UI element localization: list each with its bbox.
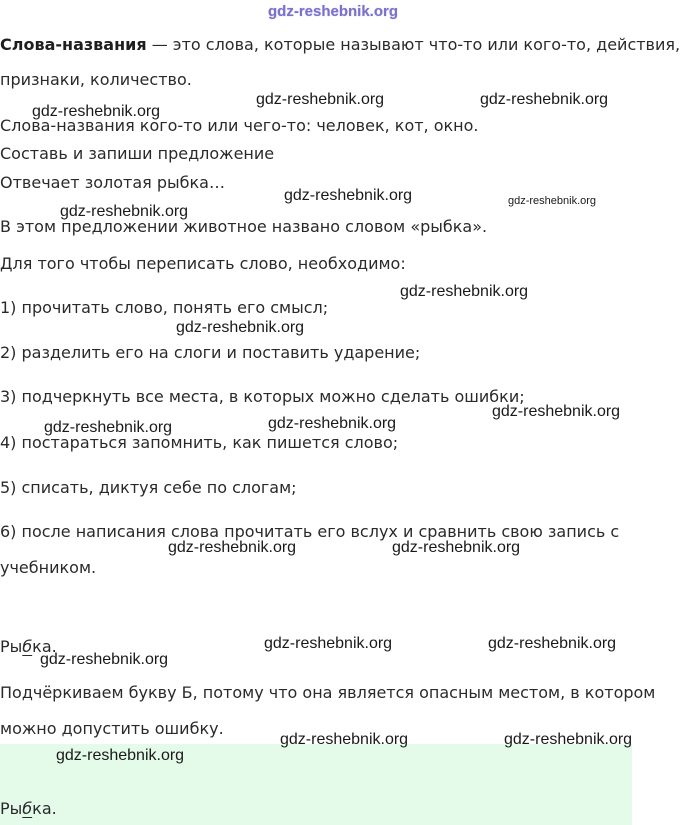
definition-line-1 [0,35,680,55]
step-5: 5) списать, диктуя себе по слогам; [0,478,297,497]
instructions-intro: Для того чтобы переписать слово, необходимо: [0,254,406,273]
watermark: gdz-reshebnik.org [400,283,529,300]
watermark: gdz-reshebnik.org [492,403,621,420]
explanation-line: В этом предложении животное названо словом «рыбка». [0,217,488,236]
word2-part-c: ка. [32,799,57,818]
watermark: gdz-reshebnik.org [168,539,297,556]
watermark: gdz-reshebnik.org [56,747,185,764]
watermark: gdz-reshebnik.org [508,195,597,207]
watermark: gdz-reshebnik.org [264,635,393,652]
step-6-continued: учебником. [0,558,97,577]
word-example-2 [0,799,57,819]
watermark: gdz-reshebnik.org [32,103,161,120]
watermark: gdz-reshebnik.org [176,319,305,336]
sentence-line: Отвечает золотая рыбка… [0,173,225,192]
watermark: gdz-reshebnik.org [44,419,173,436]
examples-line: Слова-названия кого-то или чего-то: человек, кот, окно. [0,116,479,135]
step-1: 1) прочитать слово, понять его смысл; [0,298,329,317]
word2-underlined-letter: б [22,799,33,818]
cut-off-line [0,144,280,166]
word1-part-c: ка. [32,637,57,656]
watermark-top: gdz-reshebnik.org [268,3,399,20]
watermark: gdz-reshebnik.org [280,731,409,748]
word2-part-a: Ры [0,799,23,818]
watermark: gdz-reshebnik.org [504,731,633,748]
step-6: 6) после написания слова прочитать его вслух и сравнить свою запись с [0,522,620,541]
reason-line-1: Подчёркиваем букву Б, потому что она является опасным местом, в котором [0,683,656,702]
watermark: gdz-reshebnik.org [268,415,397,432]
watermark: gdz-reshebnik.org [40,651,169,668]
watermark: gdz-reshebnik.org [480,91,609,108]
watermark: gdz-reshebnik.org [392,539,521,556]
watermark: gdz-reshebnik.org [256,91,385,108]
watermark: gdz-reshebnik.org [488,635,617,652]
step-4: 4) постараться запомнить, как пишется слово; [0,433,399,452]
step-2: 2) разделить его на слоги и поставить ударение; [0,343,421,362]
word1-underlined-letter: б [22,637,33,656]
watermark: gdz-reshebnik.org [60,203,189,220]
definition-text: — это слова, которые называют что-то или кого-то, действия, [146,35,680,54]
reason-line-2: можно допустить ошибку. [0,719,224,738]
step-3: 3) подчеркнуть все места, в которых можно сделать ошибки; [0,387,525,406]
word1-part-a: Ры [0,637,23,656]
term-bold: Слова-названия [0,35,147,54]
watermark: gdz-reshebnik.org [284,187,413,204]
definition-line-2: признаки, количество. [0,70,192,89]
cut-off-text: Составь и запиши предложение [0,144,275,163]
